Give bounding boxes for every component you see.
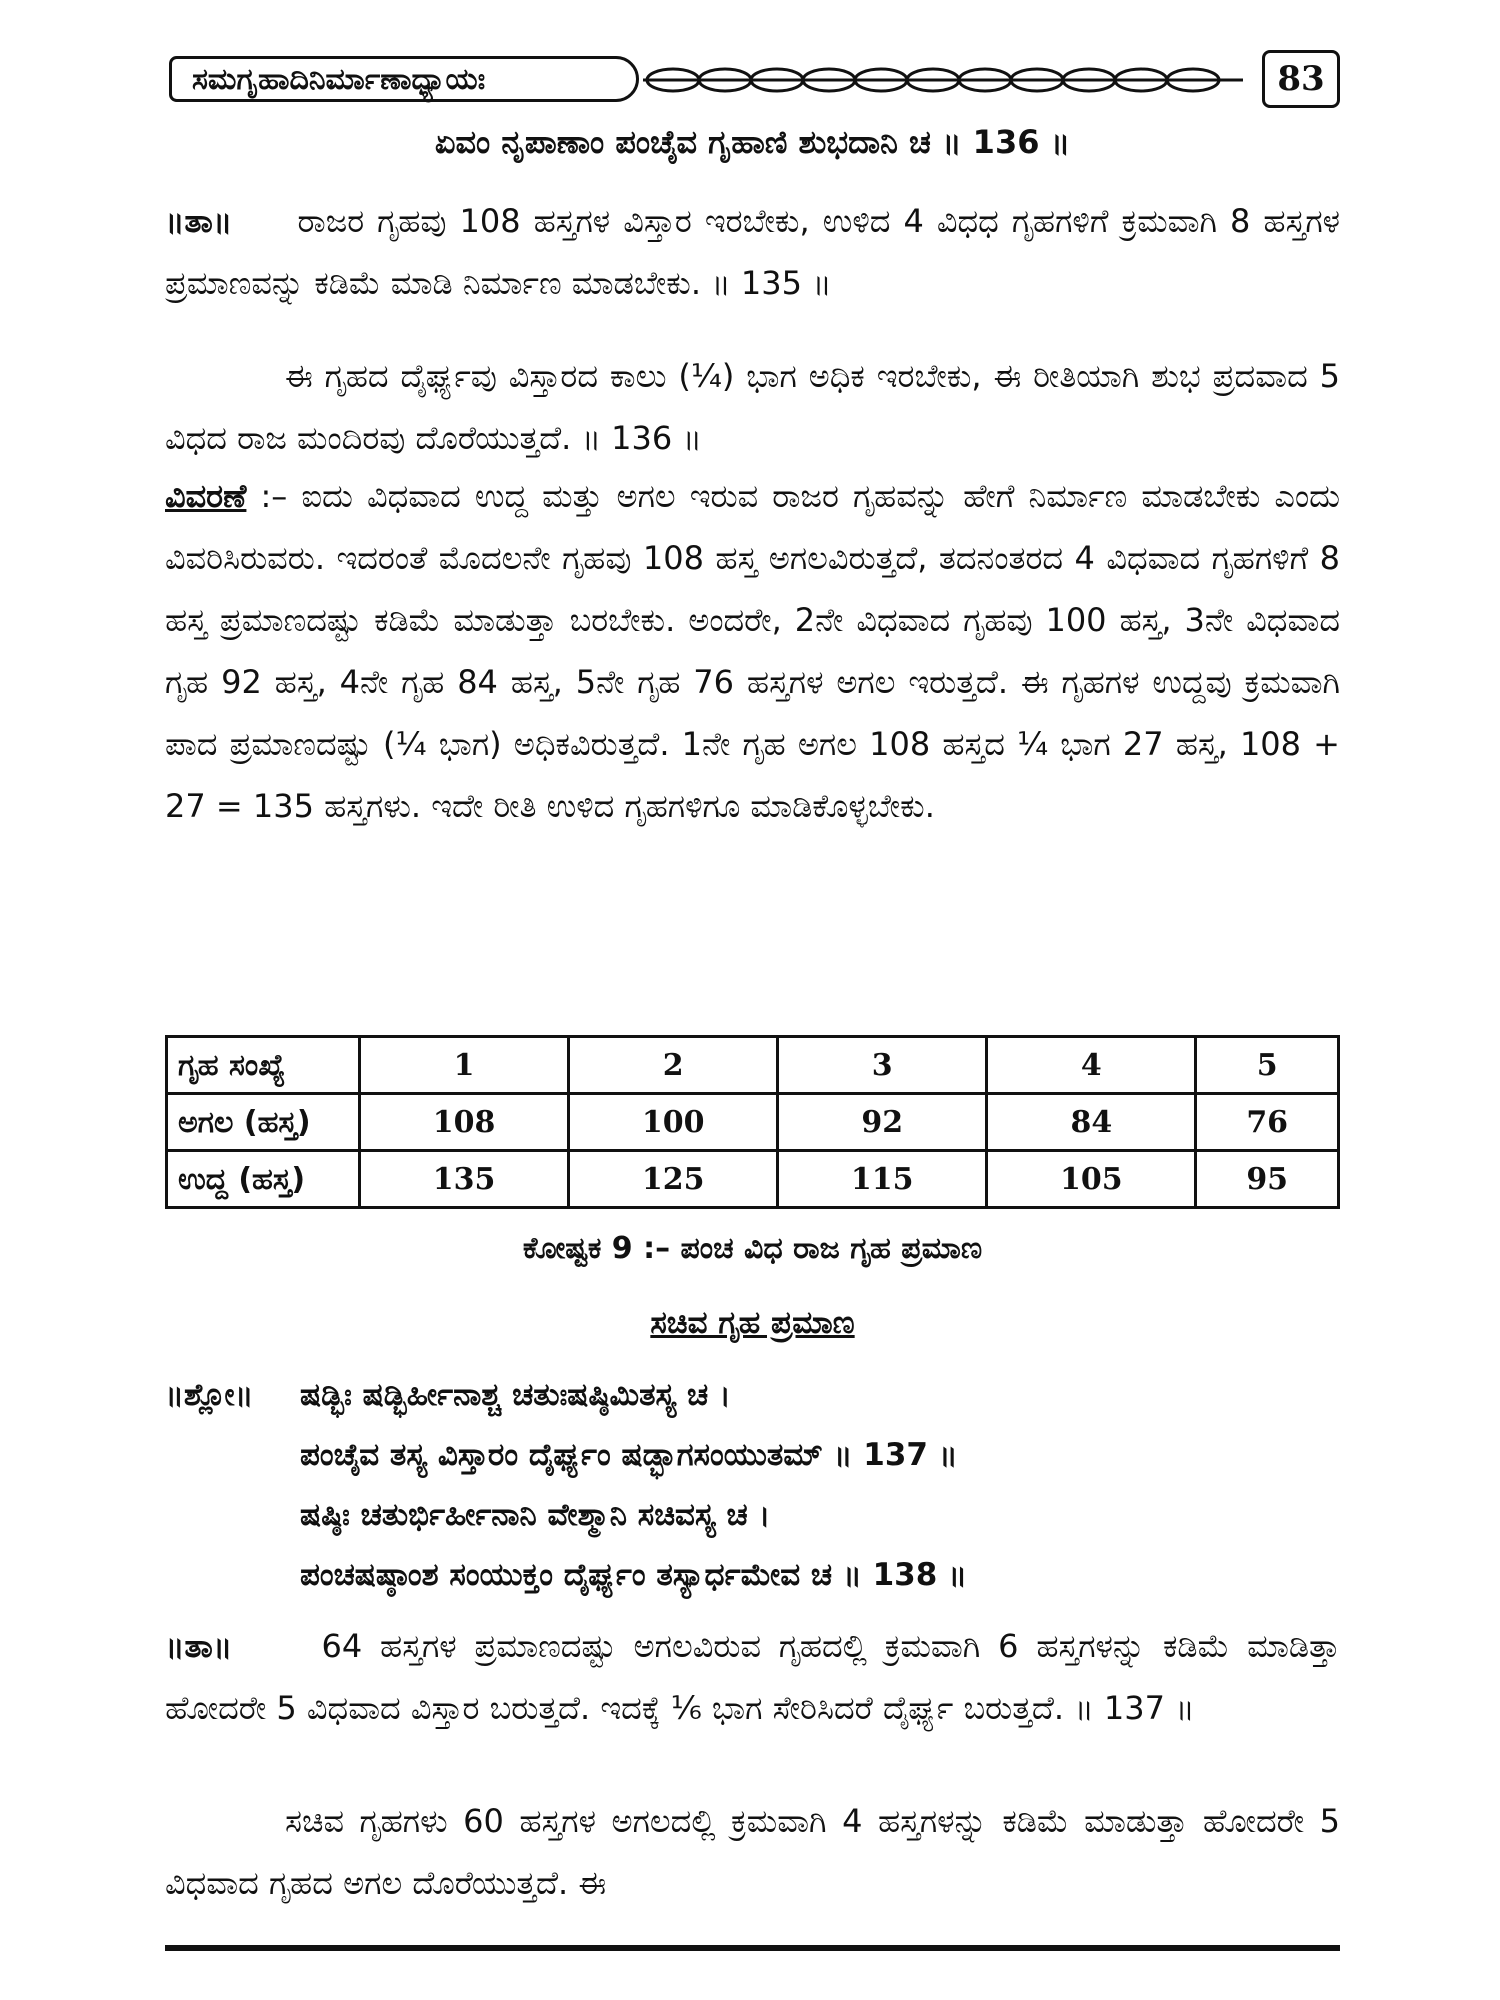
tatparya-text: 64 ಹಸ್ತಗಳ ಪ್ರಮಾಣದಷ್ಟು ಅಗಲವಿರುವ ಗೃಹದಲ್ಲಿ ಕ್ರಮವಾಗಿ 6 ಹಸ್ತಗಳನ್ನು ಕಡಿಮೆ ಮಾಡಿತ್ತಾ ಹೋದರೇ 5 ವಿಧವಾದ ವಿಸ್ತಾರ ಬರುತ್ತದೆ. ಇದಕ್ಕೆ ⅙ ಭಾಗ ಸೇರಿಸಿದರೆ ದೈರ್ಘ್ಯ ಬರುತ್ತದೆ. ॥ 137 ॥ (165, 1627, 1340, 1727)
shloka-line: ಷಷ್ಠಿಃ ಚತುರ್ಭಿರ್ಹೀನಾನಿ ವೇಶ್ಮಾನಿ ಸಚಿವಸ್ಯ ಚ । (300, 1497, 771, 1533)
shloka-line: ಪಂಚಷಷ್ಠಾಂಶ ಸಂಯುಕ್ತಂ ದೈರ್ಘ್ಯಂ ತಸ್ಯಾರ್ಧಮೇವ ಚ ॥ 138 ॥ (300, 1557, 968, 1593)
table-caption: ಕೋಷ್ಟಕ 9 :– ಪಂಚ ವಿಧ ರಾಜ ಗೃಹ ಪ್ರಮಾಣ (522, 1231, 983, 1266)
table-cell: 100 (569, 1094, 778, 1151)
tatparya-text: ರಾಜರ ಗೃಹವು 108 ಹಸ್ತಗಳ ವಿಸ್ತಾರ ಇರಬೇಕು, ಉಳಿದ 4 ವಿಧಧ ಗೃಹಗಳಿಗೆ ಕ್ರಮವಾಗಿ 8 ಹಸ್ತಗಳ ಪ್ರಮಾಣವನ್ನು ಕಡಿಮೆ ಮಾಡಿ ನಿರ್ಮಾಣ ಮಾಡಬೇಕು. ॥ 135 ॥ (165, 202, 1341, 302)
paragraph-sachiva: ಸಚಿವ ಗೃಹಗಳು 60 ಹಸ್ತಗಳ ಅಗಲದಲ್ಲಿ ಕ್ರಮವಾಗಿ 4 ಹಸ್ತಗಳನ್ನು ಕಡಿಮೆ ಮಾಡುತ್ತಾ ಹೋದರೇ 5 ವಿಧವಾದ ಗೃಹದ ಅಗಲ ದೊರೆಯುತ್ತದೆ. ಈ (165, 1802, 1340, 1902)
chapter-title: ಸಮಗೃಹಾದಿನಿರ್ಮಾಣಾಧ್ಯಾಯಃ (169, 56, 639, 102)
chain-ornament-icon (643, 58, 1243, 102)
book-page (165, 45, 1340, 1975)
table-cell: 105 (987, 1151, 1196, 1208)
paragraph-136: ಈ ಗೃಹದ ದೈರ್ಘ್ಯವು ವಿಸ್ತಾರದ ಕಾಲು (¼) ಭಾಗ ಅಧಿಕ ಇರಬೇಕು, ಈ ರೀತಿಯಾಗಿ ಶುಭ ಪ್ರದವಾದ 5 ವಿಧದ ರಾಜ ಮಂದಿರವು ದೊರೆಯುತ್ತದೆ. ॥ 136 ॥ (165, 357, 1340, 457)
tatparya-tag: ॥ತಾ॥ (165, 1627, 233, 1665)
section-title: ಸಚಿವ ಗೃಹ ಪ್ರಮಾಣ (650, 1305, 855, 1341)
table-cell: 84 (987, 1094, 1196, 1151)
table-cell: 3 (778, 1037, 987, 1094)
table-row-header: ಗೃಹ ಸಂಖ್ಯೆ (167, 1037, 360, 1094)
shloka-tag: ॥ಶ್ಲೋ॥ (165, 1377, 254, 1413)
table-cell: 95 (1196, 1151, 1339, 1208)
explanation-paragraph (165, 465, 1340, 837)
table-cell: 4 (987, 1037, 1196, 1094)
table-cell: 108 (360, 1094, 569, 1151)
table-row-header: ಉದ್ದ (ಹಸ್ತ) (167, 1151, 360, 1208)
page-header (165, 50, 1340, 115)
table-row (167, 1094, 1339, 1151)
table-row (167, 1037, 1339, 1094)
tatparya-paragraph-137 (165, 1615, 1340, 1739)
table-cell: 125 (569, 1151, 778, 1208)
explanation-label: ವಿವರಣೆ (165, 477, 247, 515)
table-cell: 115 (778, 1151, 987, 1208)
table-cell: 135 (360, 1151, 569, 1208)
explanation-text: :– ಐದು ವಿಧವಾದ ಉದ್ದ ಮತ್ತು ಅಗಲ ಇರುವ ರಾಜರ ಗೃಹವನ್ನು ಹೇಗೆ ನಿರ್ಮಾಣ ಮಾಡಬೇಕು ಎಂದು ವಿವರಿಸಿರುವರು. ಇದರಂತೆ ಮೊದಲನೇ ಗೃಹವು 108 ಹಸ್ತ ಅಗಲವಿರುತ್ತದೆ, ತದನಂತರದ 4 ವಿಧವಾದ ಗೃಹಗಳಿಗೆ 8 ಹಸ್ತ ಪ್ರಮಾಣದಷ್ಟು ಕಡಿಮೆ ಮಾಡುತ್ತಾ ಬರಬೇಕು. ಅಂದರೇ, 2ನೇ ವಿಧವಾದ ಗೃಹವು 100 ಹಸ್ತ, 3ನೇ ವಿಧವಾದ ಗೃಹ 92 ಹಸ್ತ, 4ನೇ ಗೃಹ 84 ಹಸ್ತ, 5ನೇ ಗೃಹ 76 ಹಸ್ತಗಳ ಅಗಲ ಇರುತ್ತದೆ. ಈ ಗೃಹಗಳ ಉದ್ದವು ಕ್ರಮವಾಗಿ ಪಾದ ಪ್ರಮಾಣದಷ್ಟು (¼ ಭಾಗ) ಅಧಿಕವಿರುತ್ತದೆ. 1ನೇ ಗೃಹ ಅಗಲ 108 ಹಸ್ತದ ¼ ಭಾಗ 27 ಹಸ್ತ, 108 + 27 = 135 ಹಸ್ತಗಳು. ಇದೇ ರೀತಿ ಉಳಿದ ಗೃಹಗಳಿಗೂ ಮಾಡಿಕೊಳ್ಳಬೇಕು. (165, 477, 1341, 825)
page-number: 83 (1262, 50, 1340, 108)
table-cell: 76 (1196, 1094, 1339, 1151)
table-row-header: ಅಗಲ (ಹಸ್ತ) (167, 1094, 360, 1151)
tatparya-tag: ॥ತಾ॥ (165, 202, 233, 240)
tatparya-paragraph-135 (165, 190, 1340, 314)
shloka-line: ಷಡ್ಭಿಃ ಷಡ್ಭಿರ್ಹೀನಾಶ್ಚ ಚತುಃಷಷ್ಠಿಮಿತಸ್ಯ ಚ । (300, 1377, 731, 1413)
table-row (167, 1151, 1339, 1208)
table-cell: 92 (778, 1094, 987, 1151)
table-cell: 5 (1196, 1037, 1339, 1094)
bottom-rule (165, 1945, 1340, 1951)
table-cell: 2 (569, 1037, 778, 1094)
shloka-line: ಪಂಚೈವ ತಸ್ಯ ವಿಸ್ತಾರಂ ದೈರ್ಘ್ಯಂ ಷಡ್ಭಾಗಸಂಯುತಮ್ ॥ 137 ॥ (300, 1437, 958, 1473)
verse-136: ಏವಂ ನೃಪಾಣಾಂ ಪಂಚೈವ ಗೃಹಾಣಿ ಶುಭದಾನಿ ಚ ॥ 136 ॥ (434, 123, 1071, 161)
table-cell: 1 (360, 1037, 569, 1094)
house-dimensions-table (165, 1035, 1340, 1209)
